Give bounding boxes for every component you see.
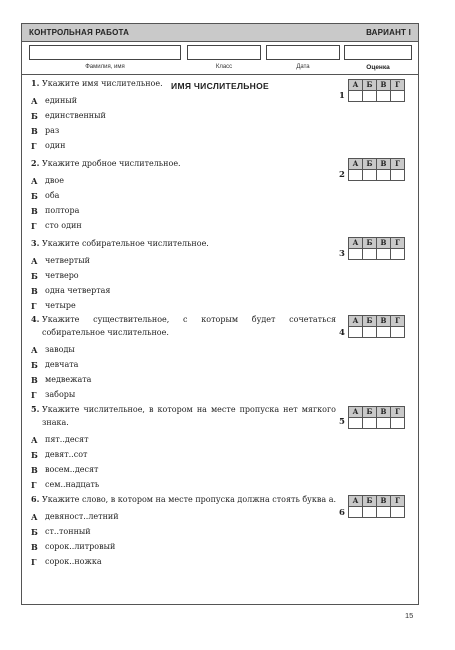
header-title: КОНТРОЛЬНАЯ РАБОТА bbox=[29, 28, 130, 37]
answer-checkbox[interactable] bbox=[349, 91, 363, 102]
answer-option bbox=[31, 174, 336, 188]
answer-checkbox[interactable] bbox=[391, 418, 405, 429]
answer-option bbox=[31, 463, 336, 477]
grade-field[interactable] bbox=[344, 45, 412, 60]
answer-grid-number: 2 bbox=[339, 170, 345, 180]
answer-checkbox[interactable] bbox=[377, 418, 391, 429]
answer-grid-number: 1 bbox=[339, 91, 345, 101]
answer-option bbox=[31, 525, 336, 539]
option-letter: В bbox=[31, 375, 38, 385]
option-letter: А bbox=[31, 512, 38, 522]
option-letter: Б bbox=[31, 191, 38, 201]
option-letter: А bbox=[31, 345, 38, 355]
answer-grid-4 bbox=[339, 315, 405, 338]
option-text: девяност..летний bbox=[45, 512, 119, 521]
class-field[interactable] bbox=[187, 45, 261, 60]
answer-option bbox=[31, 204, 336, 218]
question-stem bbox=[31, 313, 336, 339]
option-letter: Г bbox=[31, 557, 37, 567]
variant-label: ВАРИАНТ I bbox=[366, 28, 411, 37]
answer-checkbox[interactable] bbox=[363, 327, 377, 338]
option-text: сем..надцать bbox=[45, 480, 100, 489]
answer-letter-cell: А bbox=[349, 80, 363, 91]
header-divider bbox=[22, 74, 418, 75]
answer-option bbox=[31, 124, 336, 138]
answer-grid-3 bbox=[339, 237, 405, 260]
answer-table bbox=[348, 158, 405, 181]
answer-checkbox[interactable] bbox=[391, 327, 405, 338]
answer-table bbox=[348, 79, 405, 102]
answer-checkbox[interactable] bbox=[377, 507, 391, 518]
test-sheet bbox=[21, 23, 419, 605]
answer-option bbox=[31, 343, 336, 357]
option-letter: В bbox=[31, 286, 38, 296]
answer-letter-cell: Б bbox=[363, 159, 377, 170]
answer-checkbox[interactable] bbox=[391, 507, 405, 518]
question-5 bbox=[31, 403, 336, 492]
answer-checkbox[interactable] bbox=[349, 170, 363, 181]
option-text: раз bbox=[45, 126, 60, 135]
option-text: четыре bbox=[45, 301, 76, 310]
option-text: заборы bbox=[45, 390, 76, 399]
answer-checkbox[interactable] bbox=[377, 170, 391, 181]
option-letter: Г bbox=[31, 390, 37, 400]
answer-table bbox=[348, 495, 405, 518]
answer-option bbox=[31, 510, 336, 524]
answer-checkbox[interactable] bbox=[377, 327, 391, 338]
answer-letter-cell: В bbox=[377, 496, 391, 507]
question-text: Укажите собирательное числительное. bbox=[42, 239, 209, 248]
answer-option bbox=[31, 540, 336, 554]
answer-checkbox[interactable] bbox=[363, 170, 377, 181]
option-letter: Г bbox=[31, 141, 37, 151]
answer-option bbox=[31, 373, 336, 387]
answer-grid-2 bbox=[339, 158, 405, 181]
answer-checkbox[interactable] bbox=[391, 91, 405, 102]
answer-checkbox[interactable] bbox=[377, 249, 391, 260]
answer-letter-cell: А bbox=[349, 496, 363, 507]
answer-table bbox=[348, 406, 405, 429]
answer-letter-cell: Г bbox=[391, 407, 405, 418]
answer-grid-1 bbox=[339, 79, 405, 102]
answer-option bbox=[31, 109, 336, 123]
option-letter: В bbox=[31, 126, 38, 136]
answer-table bbox=[348, 315, 405, 338]
option-text: медвежата bbox=[45, 375, 92, 384]
question-text: Укажите существительное, с которым будет сочетаться собирательное числительное. bbox=[42, 315, 336, 337]
option-text: девят..сот bbox=[45, 450, 88, 459]
question-3 bbox=[31, 237, 336, 313]
option-letter: В bbox=[31, 206, 38, 216]
option-text: четверо bbox=[45, 271, 79, 280]
question-text: Укажите имя числительное. bbox=[42, 79, 163, 88]
option-text: одна четвертая bbox=[45, 286, 111, 295]
option-letter: Б bbox=[31, 527, 38, 537]
answer-grid-number: 4 bbox=[339, 328, 345, 338]
option-text: сорок..ножка bbox=[45, 557, 102, 566]
option-letter: В bbox=[31, 542, 38, 552]
option-text: сорок..литровый bbox=[45, 542, 116, 551]
question-stem bbox=[31, 493, 336, 506]
question-2 bbox=[31, 157, 336, 233]
answer-option bbox=[31, 219, 336, 233]
answer-checkbox[interactable] bbox=[349, 327, 363, 338]
answer-grid-number: 3 bbox=[339, 249, 345, 259]
question-4 bbox=[31, 313, 336, 402]
answer-letter-cell: В bbox=[377, 407, 391, 418]
name-label: Фамилия, имя bbox=[85, 64, 125, 70]
answer-letter-cell: Б bbox=[363, 407, 377, 418]
date-label: Дата bbox=[296, 64, 310, 70]
answer-letter-cell: Б bbox=[363, 238, 377, 249]
option-text: восем..десят bbox=[45, 465, 99, 474]
answer-grid-6 bbox=[339, 495, 405, 518]
question-text: Укажите слово, в котором на месте пропуска должна стоять буква а. bbox=[42, 495, 336, 504]
option-text: полтора bbox=[45, 206, 80, 215]
answer-option bbox=[31, 269, 336, 283]
answer-letter-cell: Б bbox=[363, 80, 377, 91]
question-number: 2. bbox=[31, 158, 40, 168]
answer-letter-cell: Г bbox=[391, 80, 405, 91]
option-text: оба bbox=[45, 191, 60, 200]
answer-letter-cell: Б bbox=[363, 496, 377, 507]
name-field[interactable] bbox=[29, 45, 181, 60]
answer-option bbox=[31, 139, 336, 153]
answer-letter-cell: А bbox=[349, 316, 363, 327]
answer-letter-cell: Г bbox=[391, 159, 405, 170]
option-text: сто один bbox=[45, 221, 82, 230]
answer-letter-cell: А bbox=[349, 238, 363, 249]
question-number: 3. bbox=[31, 238, 40, 248]
topic-title: ИМЯ ЧИСЛИТЕЛЬНОЕ bbox=[171, 81, 269, 91]
answer-option bbox=[31, 388, 336, 402]
option-text: двое bbox=[45, 176, 64, 185]
answer-checkbox[interactable] bbox=[363, 507, 377, 518]
option-text: четвертый bbox=[45, 256, 90, 265]
answer-checkbox[interactable] bbox=[349, 249, 363, 260]
answer-option bbox=[31, 358, 336, 372]
question-number: 5. bbox=[31, 404, 40, 414]
answer-letter-cell: В bbox=[377, 159, 391, 170]
option-letter: В bbox=[31, 465, 38, 475]
option-text: единый bbox=[45, 96, 78, 105]
option-letter: Б bbox=[31, 360, 38, 370]
answer-option bbox=[31, 478, 336, 492]
option-text: пят..десят bbox=[45, 435, 89, 444]
answer-checkbox[interactable] bbox=[363, 91, 377, 102]
question-number: 4. bbox=[31, 314, 40, 324]
answer-checkbox[interactable] bbox=[349, 418, 363, 429]
option-letter: А bbox=[31, 435, 38, 445]
answer-letter-cell: В bbox=[377, 80, 391, 91]
answer-letter-cell: А bbox=[349, 407, 363, 418]
answer-letter-cell: В bbox=[377, 316, 391, 327]
question-stem bbox=[31, 157, 336, 170]
option-letter: Б bbox=[31, 271, 38, 281]
answer-letter-cell: А bbox=[349, 159, 363, 170]
header-bar bbox=[22, 24, 418, 42]
answer-option bbox=[31, 189, 336, 203]
option-letter: Б bbox=[31, 450, 38, 460]
answer-table bbox=[348, 237, 405, 260]
answer-checkbox[interactable] bbox=[391, 170, 405, 181]
option-text: единственный bbox=[45, 111, 106, 120]
answer-letter-cell: Г bbox=[391, 316, 405, 327]
answer-letter-cell: Б bbox=[363, 316, 377, 327]
question-stem bbox=[31, 77, 336, 90]
answer-option bbox=[31, 299, 336, 313]
answer-checkbox[interactable] bbox=[349, 507, 363, 518]
answer-option bbox=[31, 254, 336, 268]
option-text: ст..тонный bbox=[45, 527, 91, 536]
question-6 bbox=[31, 493, 336, 569]
answer-option bbox=[31, 433, 336, 447]
question-stem bbox=[31, 237, 336, 250]
option-letter: Г bbox=[31, 480, 37, 490]
answer-letter-cell: В bbox=[377, 238, 391, 249]
question-text: Укажите дробное числительное. bbox=[42, 159, 181, 168]
answer-grid-number: 6 bbox=[339, 508, 345, 518]
page-number: 15 bbox=[405, 611, 414, 620]
answer-checkbox[interactable] bbox=[391, 249, 405, 260]
option-letter: Г bbox=[31, 301, 37, 311]
answer-letter-cell: Г bbox=[391, 238, 405, 249]
option-text: девчата bbox=[45, 360, 79, 369]
question-stem bbox=[31, 403, 336, 429]
answer-grid-5 bbox=[339, 406, 405, 429]
option-letter: А bbox=[31, 96, 38, 106]
question-number: 6. bbox=[31, 494, 40, 504]
answer-option bbox=[31, 94, 336, 108]
option-text: заводы bbox=[45, 345, 75, 354]
answer-option bbox=[31, 448, 336, 462]
answer-option bbox=[31, 555, 336, 569]
option-letter: Г bbox=[31, 221, 37, 231]
answer-checkbox[interactable] bbox=[377, 91, 391, 102]
option-text: один bbox=[45, 141, 66, 150]
answer-letter-cell: Г bbox=[391, 496, 405, 507]
question-1 bbox=[31, 77, 336, 153]
option-letter: Б bbox=[31, 111, 38, 121]
answer-grid-number: 5 bbox=[339, 417, 345, 427]
answer-option bbox=[31, 284, 336, 298]
answer-checkbox[interactable] bbox=[363, 249, 377, 260]
option-letter: А bbox=[31, 176, 38, 186]
date-field[interactable] bbox=[266, 45, 340, 60]
option-letter: А bbox=[31, 256, 38, 266]
grade-label: Оценка bbox=[366, 64, 390, 71]
question-number: 1. bbox=[31, 78, 40, 88]
class-label: Класс bbox=[215, 64, 233, 70]
answer-checkbox[interactable] bbox=[363, 418, 377, 429]
question-text: Укажите числительное, в котором на месте пропуска нет мягкого знака. bbox=[42, 405, 336, 427]
